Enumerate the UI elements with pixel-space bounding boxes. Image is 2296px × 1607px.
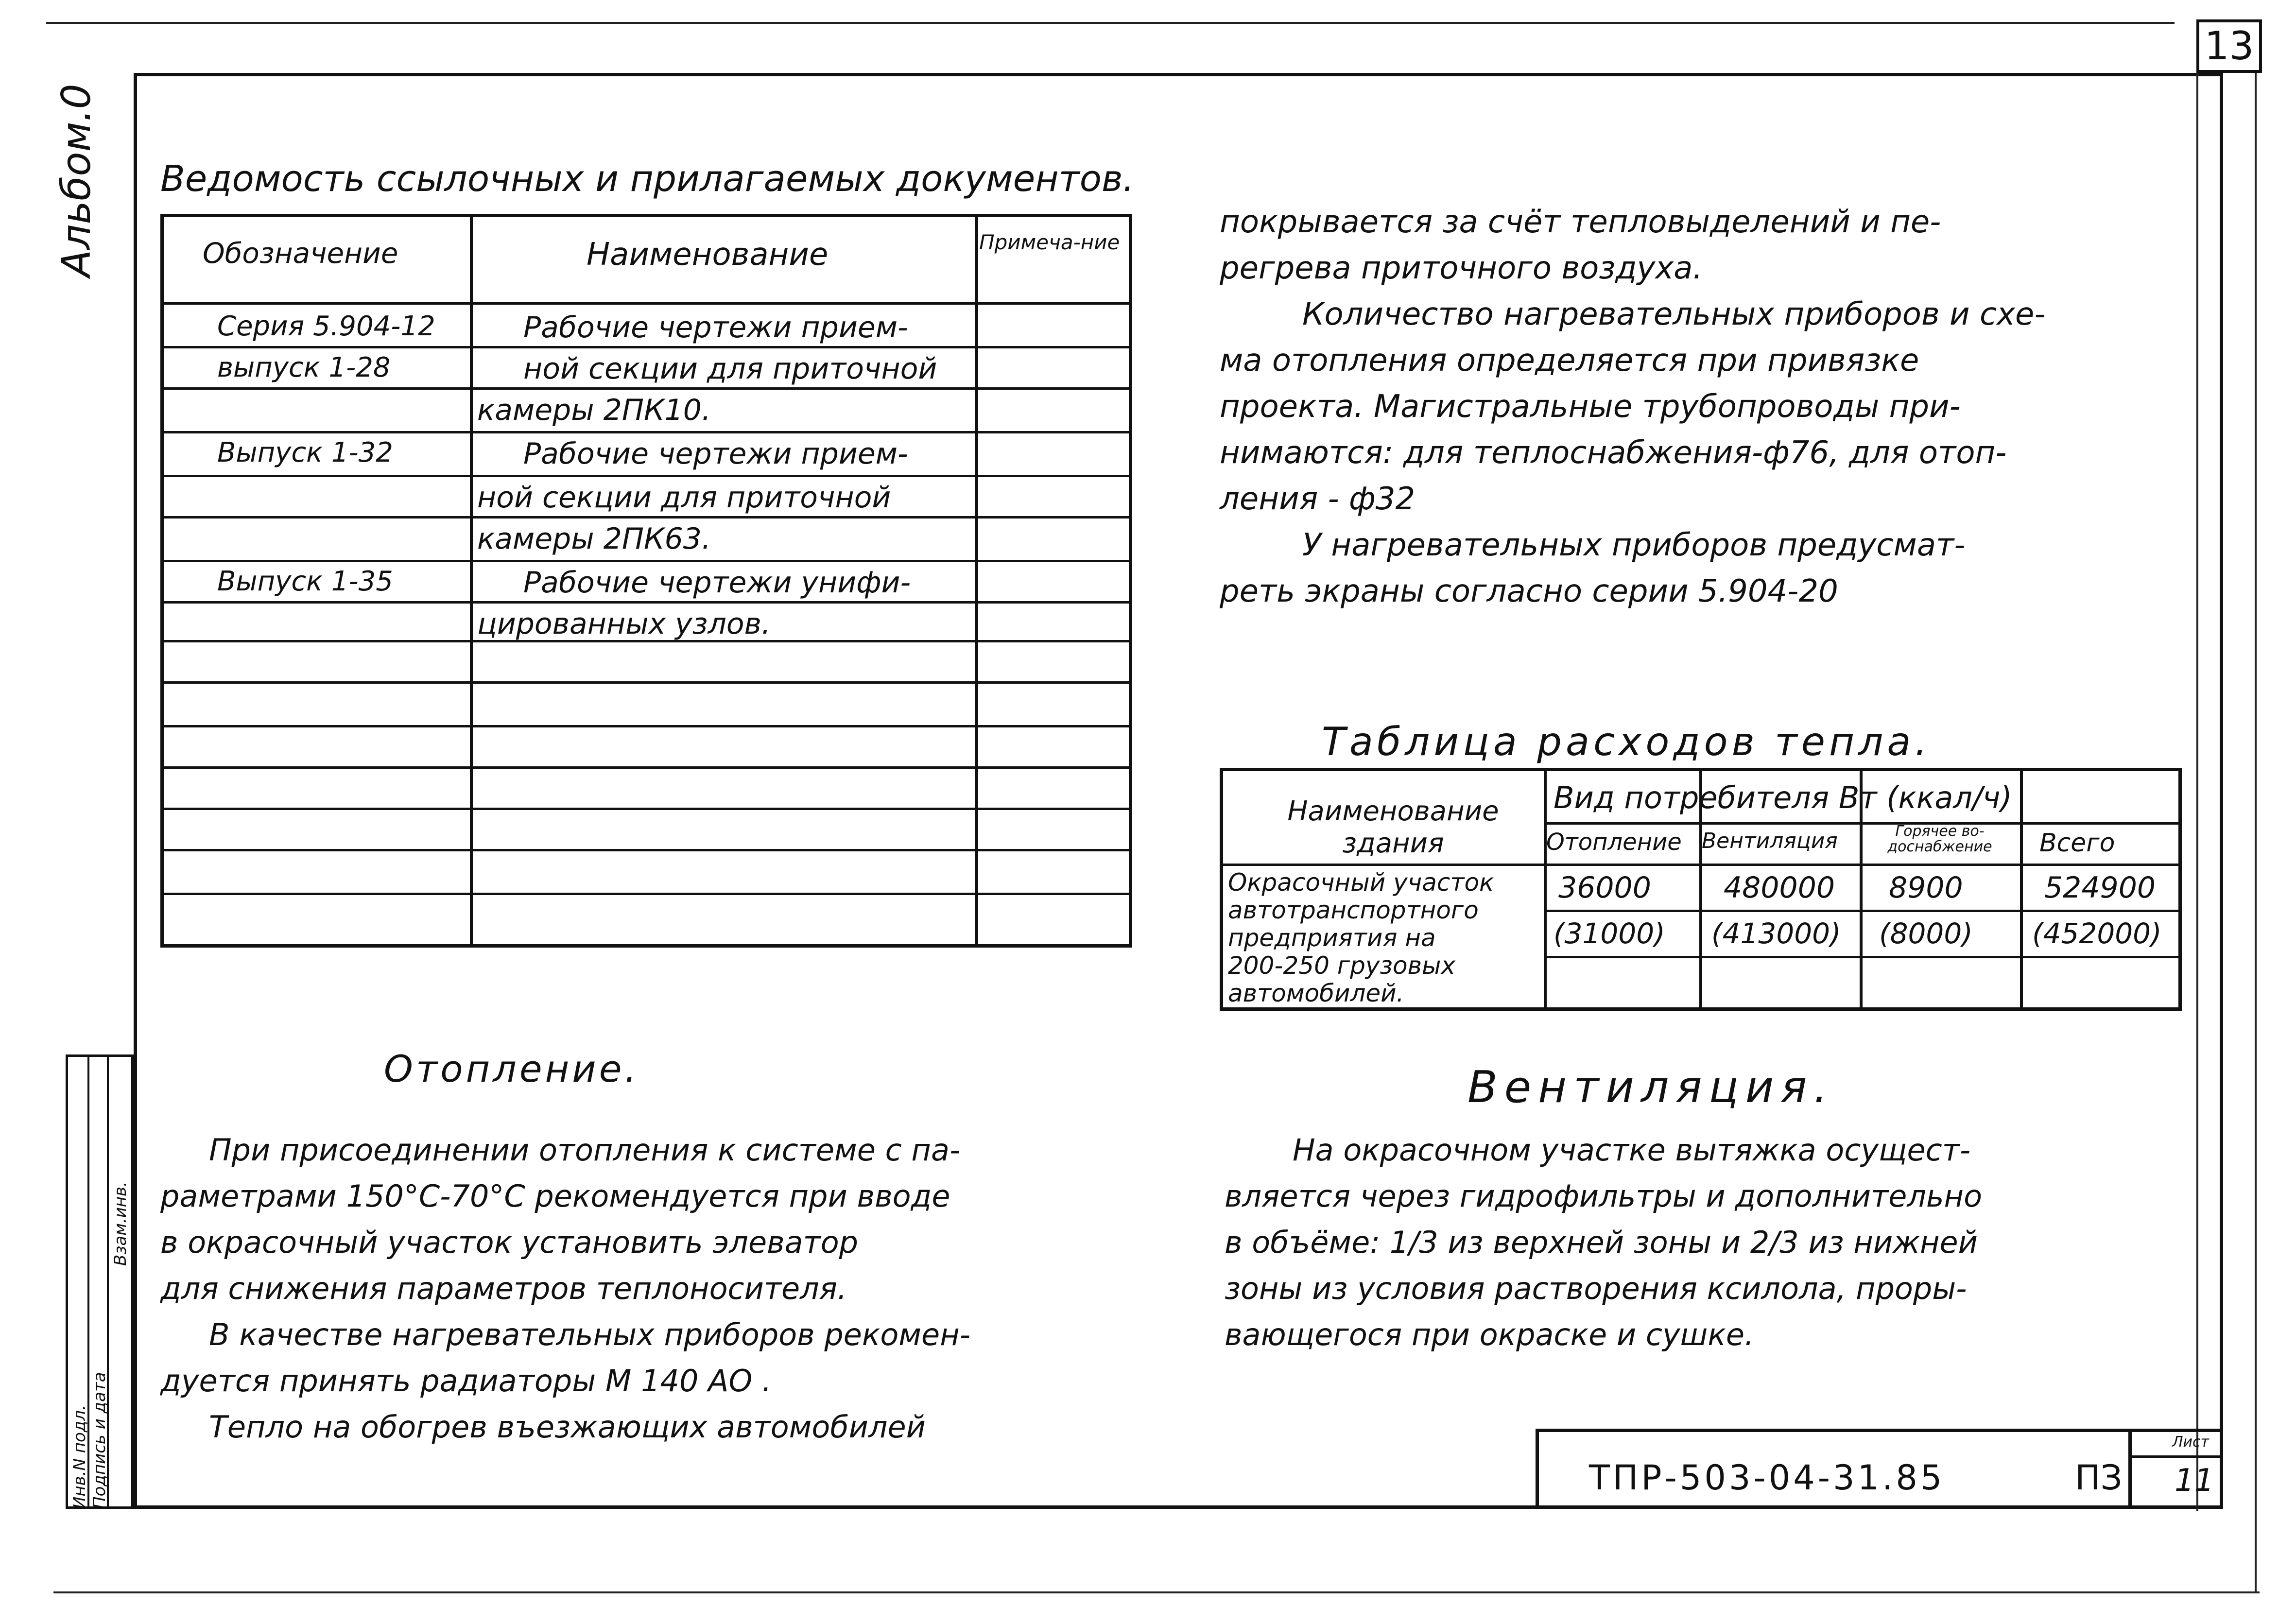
doc-cell-name: ной секции для приточной <box>477 481 891 515</box>
right-text-line: ма отопления определяется при привязке <box>1220 343 1919 379</box>
heat-header-total: Всего <box>2039 829 2115 858</box>
heat-hline-group <box>1544 822 2178 825</box>
right-text-line: покрывается за счёт тепловыделений и пе- <box>1220 204 1941 240</box>
sheet-label: Лист <box>2172 1434 2210 1451</box>
doc-cell-designation: выпуск 1-28 <box>217 352 391 383</box>
heat-hline-w <box>1544 910 2178 912</box>
doc-table-row-line <box>164 849 1129 851</box>
heat-building-line: 200-250 грузовых <box>1228 951 1456 980</box>
doc-table-row-line <box>164 601 1129 604</box>
heating-text-line: для снижения параметров теплоносителя. <box>160 1271 847 1306</box>
heat-kcal-heating: (31000) <box>1554 917 1665 950</box>
sheet-number: 11 <box>2175 1463 2214 1499</box>
heat-building-line: автотранспортного <box>1228 896 1479 924</box>
heat-value-heating: 36000 <box>1558 871 1651 905</box>
heat-table-title: Таблица расходов тепла. <box>1322 719 1931 764</box>
right-text-line: проекта. Магистральные трубопроводы при- <box>1220 389 1961 425</box>
title-block-sheet-divider <box>2128 1455 2220 1458</box>
heat-building-line: автомобилей. <box>1228 979 1404 1007</box>
title-block-divider <box>2128 1429 2132 1509</box>
right-text-line: У нагревательных приборов предусмат- <box>1302 527 1966 563</box>
stamp-label-replace: Взам.инв. <box>111 1181 130 1266</box>
frame-right-line <box>2196 73 2198 1511</box>
heat-value-total: 524900 <box>2044 871 2156 905</box>
heat-kcal-hotwater: (8000) <box>1879 917 1973 950</box>
heat-building-line: Окрасочный участок <box>1228 868 1494 897</box>
heat-vline-0 <box>1544 771 1547 1007</box>
heat-building-line: предприятия на <box>1228 924 1436 952</box>
doc-cell-designation: Выпуск 1-35 <box>217 566 393 597</box>
doc-table-row-line <box>164 640 1129 642</box>
doc-table-row-line <box>164 516 1129 518</box>
doc-table-row-line <box>164 725 1129 727</box>
doc-table-row-line <box>164 766 1129 769</box>
doc-table-row-line <box>164 893 1129 895</box>
document-code: ТПР-503-04-31.85 <box>1589 1458 1945 1498</box>
doc-table-row-line <box>164 808 1129 810</box>
album-label-text: Альбом.0 <box>53 84 100 277</box>
heat-header-group: Вид потребителя Вт (ккал/ч) <box>1554 780 2012 815</box>
doc-cell-name: Рабочие чертежи прием- <box>523 437 908 471</box>
heating-text-line: дуется принять радиаторы М 140 АО . <box>160 1363 772 1399</box>
page-number: 13 <box>2196 19 2262 73</box>
doc-cell-name: камеры 2ПК63. <box>477 522 711 556</box>
right-text-line: ления - ф32 <box>1220 481 1416 517</box>
heating-text-line: В качестве нагревательных приборов рекомен- <box>209 1317 971 1352</box>
heat-header-ventilation: Вентиляция <box>1702 829 1838 853</box>
doc-table-vline-1 <box>470 217 473 944</box>
heat-kcal-total: (452000) <box>2032 917 2162 950</box>
doc-cell-name: Рабочие чертежи прием- <box>523 311 908 345</box>
document-section: ПЗ <box>2075 1458 2123 1498</box>
heating-text-line: раметрами 150°С-70°С рекомендуется при вводе <box>160 1178 950 1214</box>
doc-table-row-line <box>164 346 1129 348</box>
right-text-line: реть экраны согласно серии 5.904-20 <box>1220 573 1838 609</box>
doc-cell-name: Рабочие чертежи унифи- <box>523 566 911 600</box>
documents-table <box>160 214 1132 948</box>
heating-text-line: Тепло на обогрев въезжающих автомобилей <box>209 1409 926 1445</box>
doc-table-vline-2 <box>975 217 978 944</box>
ventilation-text-line: На окрасочном участке вытяжка осущест- <box>1293 1132 1971 1168</box>
doc-table-row-line <box>164 387 1129 390</box>
doc-header-name: Наименование <box>587 237 829 273</box>
ventilation-text-line: в объёме: 1/3 из верхней зоны и 2/3 из нижней <box>1225 1225 1978 1260</box>
documents-title: Ведомость ссылочных и прилагаемых документов. <box>160 158 1135 200</box>
right-text-line: регрева приточного воздуха. <box>1220 250 1703 286</box>
heat-header-building: Наименование здания <box>1287 795 1499 859</box>
ventilation-text-line: вляется через гидрофильтры и дополнительно <box>1225 1178 1983 1214</box>
heat-value-hotwater: 8900 <box>1889 871 1963 905</box>
doc-table-row-line <box>164 431 1129 433</box>
approval-stamp <box>66 1054 134 1509</box>
heat-vline-3 <box>2020 771 2023 1007</box>
doc-cell-name: ной секции для приточной <box>523 352 937 386</box>
heat-header-hotwater: Горячее во-доснабжение <box>1887 823 1992 855</box>
doc-cell-name: камеры 2ПК10. <box>477 393 711 427</box>
doc-cell-name: цированных узлов. <box>477 607 771 641</box>
ventilation-text-line: вающегося при окраске и сушке. <box>1225 1317 1754 1352</box>
heat-kcal-ventilation: (413000) <box>1711 917 1841 950</box>
heat-hline-kcal <box>1544 956 2178 958</box>
outer-right-line <box>2255 73 2257 1591</box>
outer-top-line <box>46 22 2175 24</box>
doc-table-row-line <box>164 560 1129 562</box>
ventilation-text-line: зоны из условия растворения ксилола, проры- <box>1225 1271 1967 1306</box>
doc-cell-designation: Серия 5.904-12 <box>217 311 435 342</box>
doc-header-note: Примеча-ние <box>979 230 1120 254</box>
stamp-label-signature: Подпись и дата <box>90 1372 109 1509</box>
right-text-line: нимаются: для теплоснабжения-ф76, для отоп- <box>1220 435 2007 471</box>
heating-heading: Отопление. <box>384 1047 639 1090</box>
heating-text-line: в окрасочный участок установить элеватор <box>160 1225 859 1260</box>
heating-text-line: При присоединении отопления к системе с па- <box>209 1132 961 1168</box>
heat-consumption-table <box>1220 768 2182 1011</box>
right-text-line: Количество нагревательных приборов и схе- <box>1302 296 2046 332</box>
outer-bottom-line <box>53 1591 2260 1593</box>
doc-table-row-line <box>164 681 1129 684</box>
doc-table-row-line <box>164 475 1129 477</box>
doc-header-designation: Обозначение <box>203 237 398 270</box>
ventilation-heading: Вентиляция. <box>1467 1062 1835 1113</box>
stamp-label-inv: Инв.N подл. <box>70 1405 89 1509</box>
doc-cell-designation: Выпуск 1-32 <box>217 437 393 468</box>
heat-header-heating: Отопление <box>1546 829 1682 856</box>
heat-hline-header <box>1223 864 2178 866</box>
doc-table-header-line <box>164 302 1129 305</box>
heat-value-ventilation: 480000 <box>1724 871 1835 905</box>
